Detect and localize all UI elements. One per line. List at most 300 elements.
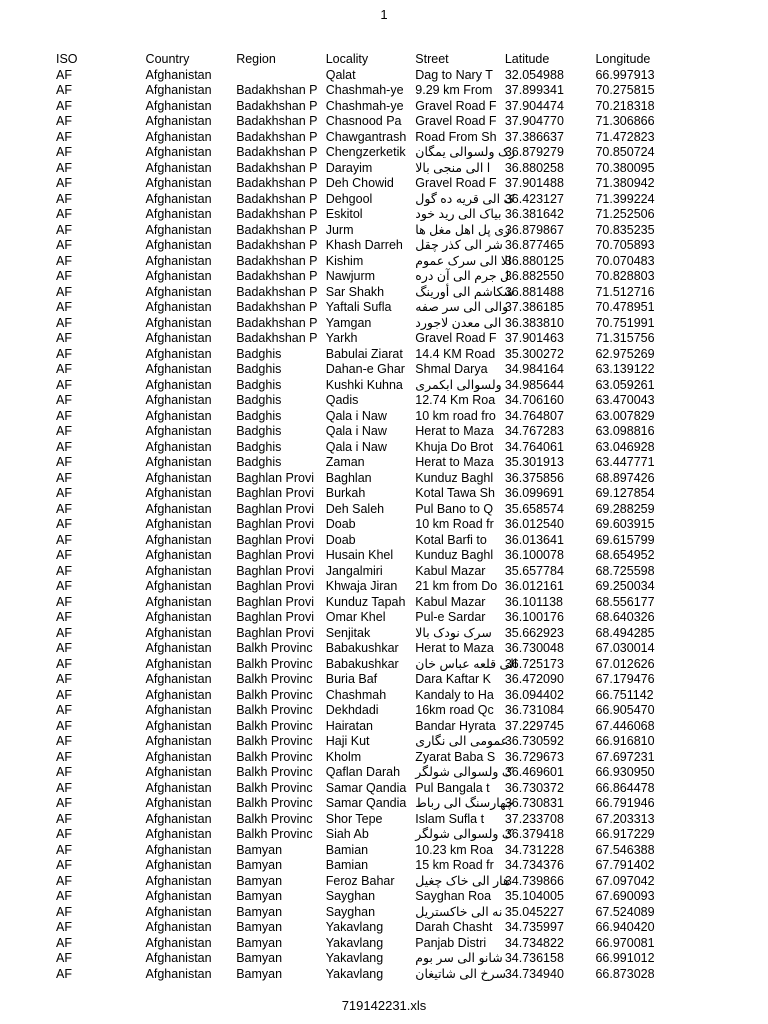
region-cell: Badakhshan P — [236, 315, 318, 330]
country-cell: Afghanistan — [145, 67, 212, 82]
locality-cell: Senjitak — [325, 625, 371, 640]
street-cell: عمومی الی نگاری — [415, 734, 509, 748]
region-cell: Baghlan Provi — [236, 532, 315, 547]
table-row — [56, 951, 672, 967]
latitude-cell: 36.013641 — [504, 532, 564, 547]
iso-cell: AF — [56, 811, 72, 826]
street-cell: نه الی خاکستریل — [415, 904, 503, 919]
latitude-cell: 37.899341 — [504, 83, 564, 97]
latitude-cell: 35.657784 — [504, 563, 564, 578]
region-cell: Badakhshan P — [236, 269, 318, 283]
locality-cell: Yamgan — [325, 315, 372, 330]
table-row — [56, 285, 672, 301]
street-cell: Bandar Hyrata — [415, 718, 496, 733]
table-row — [56, 130, 672, 146]
country-cell: Afghanistan — [145, 935, 212, 950]
iso-cell: AF — [56, 765, 72, 779]
country-cell: Afghanistan — [145, 160, 212, 175]
street-cell: ک ولسوالی شولگر — [415, 827, 514, 841]
street-cell: ل جرم الی آن دره — [415, 269, 510, 283]
longitude-cell: 68.725598 — [595, 563, 655, 578]
longitude-cell: 67.446068 — [595, 718, 655, 733]
country-cell: Afghanistan — [145, 145, 212, 159]
country-cell: Afghanistan — [145, 734, 212, 748]
longitude-cell: 71.315756 — [595, 331, 655, 345]
street-cell: سرخ الی شاتیغان — [415, 966, 506, 981]
region-cell: Bamyan — [236, 904, 283, 919]
longitude-cell: 70.835235 — [595, 222, 655, 237]
region-cell: Bamyan — [236, 966, 283, 981]
locality-cell: Husain Khel — [325, 548, 394, 562]
iso-cell: AF — [56, 408, 72, 423]
table-row — [56, 564, 672, 580]
longitude-cell: 70.850724 — [595, 145, 655, 159]
street-cell: Herat to Maza — [415, 641, 494, 655]
street-cell: 14.4 KM Road — [415, 346, 496, 361]
longitude-cell: 66.940420 — [595, 920, 655, 934]
table-row — [56, 827, 672, 843]
table-row — [56, 223, 672, 239]
longitude-cell: 63.059261 — [595, 377, 655, 392]
street-cell: ک ولسوالی شولگر — [415, 765, 514, 779]
iso-cell: AF — [56, 889, 72, 903]
iso-cell: AF — [56, 455, 72, 469]
table-row — [56, 734, 672, 750]
latitude-cell: 34.731228 — [504, 842, 564, 857]
locality-cell: Yakavlang — [325, 951, 384, 965]
table-row — [56, 703, 672, 719]
street-cell: Khuja Do Brot — [415, 439, 494, 454]
longitude-cell: 70.751991 — [595, 315, 655, 330]
latitude-cell: 36.099691 — [504, 486, 564, 500]
locality-cell: Babakushkar — [325, 641, 399, 655]
table-row — [56, 378, 672, 394]
locality-cell: Sayghan — [325, 904, 376, 919]
region-cell: Badakhshan P — [236, 331, 318, 345]
country-cell: Afghanistan — [145, 548, 212, 562]
locality-cell: Yakavlang — [325, 966, 384, 981]
longitude-cell: 67.546388 — [595, 842, 655, 857]
street-cell: ا الی منجی بالا — [415, 160, 491, 175]
iso-cell: AF — [56, 238, 72, 252]
locality-cell: Zaman — [325, 455, 365, 469]
region-cell: Badghis — [236, 393, 282, 407]
longitude-cell: 68.556177 — [595, 594, 655, 609]
street-cell: 10 km Road fr — [415, 517, 494, 531]
region-cell: Balkh Provinc — [236, 703, 313, 717]
latitude-cell: 34.734940 — [504, 966, 564, 981]
country-cell: Afghanistan — [145, 749, 212, 764]
page-number: 1 — [380, 7, 388, 22]
table-row — [56, 424, 672, 440]
longitude-cell: 63.470043 — [595, 393, 655, 407]
locality-cell: Deh Saleh — [325, 501, 385, 516]
locality-cell: Chashmah — [325, 687, 387, 702]
street-cell: Kabul Mazar — [415, 563, 486, 578]
region-cell: Balkh Provinc — [236, 827, 313, 841]
longitude-cell: 67.791402 — [595, 858, 655, 872]
table-row — [56, 843, 672, 859]
table-row — [56, 145, 672, 161]
latitude-cell: 36.879279 — [504, 145, 564, 159]
table-row — [56, 641, 672, 657]
region-cell: Bamyan — [236, 873, 283, 888]
longitude-cell: 68.640326 — [595, 610, 655, 624]
iso-cell: AF — [56, 393, 72, 407]
table-row — [56, 176, 672, 192]
region-cell: Baghlan Provi — [236, 610, 315, 624]
table-row — [56, 161, 672, 177]
street-cell: Kunduz Baghl — [415, 470, 494, 485]
region-cell — [236, 68, 326, 84]
locality-cell: Haji Kut — [325, 734, 370, 748]
street-cell: الا الی سرک عموم — [415, 253, 512, 268]
locality-cell: Babulai Ziarat — [325, 346, 403, 361]
locality-cell: Dahan-e Ghar — [325, 362, 405, 376]
street-cell: رک ولسوالی یمگان — [415, 145, 516, 159]
country-cell: Afghanistan — [145, 920, 212, 934]
street-cell: Pul Bano to Q — [415, 501, 494, 516]
latitude-cell: 34.734822 — [504, 935, 564, 950]
iso-cell: AF — [56, 83, 72, 97]
country-cell: Afghanistan — [145, 904, 212, 919]
latitude-cell: 36.101138 — [504, 594, 563, 609]
region-cell: Balkh Provinc — [236, 656, 313, 671]
street-cell: ولسوالی ابکمری — [415, 377, 502, 392]
street-cell: Gravel Road F — [415, 331, 497, 345]
locality-cell: Yakavlang — [325, 920, 384, 934]
latitude-cell: 36.100176 — [504, 610, 564, 624]
latitude-cell: 34.985644 — [504, 377, 564, 392]
country-cell: Afghanistan — [145, 501, 212, 516]
longitude-cell: 70.218318 — [595, 98, 655, 113]
table-row — [56, 657, 672, 673]
region-cell: Badakhshan P — [236, 207, 318, 221]
latitude-cell: 36.880258 — [504, 160, 564, 175]
iso-cell: AF — [56, 207, 72, 221]
latitude-cell: 36.379418 — [504, 827, 564, 841]
country-cell: Afghanistan — [145, 563, 212, 578]
iso-cell: AF — [56, 842, 72, 857]
street-cell: Zyarat Baba S — [415, 749, 496, 764]
iso-cell: AF — [56, 129, 72, 144]
region-cell: Baghlan Provi — [236, 563, 315, 578]
locality-cell: Samar Qandia — [325, 796, 407, 810]
locality-cell: Darayim — [325, 160, 373, 175]
locality-cell: Samar Qandia — [325, 780, 407, 795]
latitude-cell: 36.730372 — [504, 780, 564, 795]
table-row — [56, 967, 672, 983]
latitude-cell: 37.904474 — [504, 98, 564, 113]
region-cell: Badakhshan P — [236, 238, 318, 252]
table-row — [56, 905, 672, 921]
longitude-cell: 71.512716 — [595, 284, 655, 299]
longitude-cell: 69.615799 — [595, 532, 655, 547]
iso-cell: AF — [56, 827, 72, 841]
region-cell: Badakhshan P — [236, 284, 318, 299]
iso-cell: AF — [56, 346, 72, 361]
longitude-cell: 71.380942 — [595, 176, 655, 190]
latitude-cell: 34.767283 — [504, 424, 564, 438]
region-cell: Balkh Provinc — [236, 641, 313, 655]
region-cell: Balkh Provinc — [236, 765, 313, 779]
iso-cell: AF — [56, 548, 72, 562]
table-body — [56, 68, 672, 983]
longitude-cell: 66.916810 — [595, 734, 655, 748]
table-row — [56, 409, 672, 425]
latitude-cell: 37.901463 — [504, 331, 564, 345]
street-cell: هار الی خاک چغیل — [415, 873, 510, 888]
country-cell: Afghanistan — [145, 331, 212, 345]
table-row — [56, 192, 672, 208]
locality-cell: Khash Darreh — [325, 238, 403, 252]
iso-cell: AF — [56, 734, 72, 748]
street-cell: 10 km road fro — [415, 408, 496, 423]
header-row — [56, 52, 672, 68]
region-cell: Badakhshan P — [236, 191, 318, 206]
locality-cell: Sar Shakh — [325, 284, 385, 299]
iso-cell: AF — [56, 687, 72, 702]
country-cell: Afghanistan — [145, 315, 212, 330]
iso-cell: AF — [56, 114, 72, 128]
latitude-cell: 36.469601 — [504, 765, 564, 779]
country-cell: Afghanistan — [145, 114, 212, 128]
country-cell: Afghanistan — [145, 176, 212, 190]
country-cell: Afghanistan — [145, 641, 212, 655]
street-cell: 16km road Qc — [415, 703, 494, 717]
country-cell: Afghanistan — [145, 439, 212, 454]
iso-cell: AF — [56, 377, 72, 392]
latitude-cell: 36.472090 — [504, 672, 564, 686]
street-cell: Kandaly to Ha — [415, 687, 494, 702]
region-cell: Badakhshan P — [236, 145, 318, 159]
table-row — [56, 362, 672, 378]
region-cell: Badghis — [236, 439, 282, 454]
longitude-cell: 69.250034 — [595, 579, 655, 593]
region-cell: Balkh Provinc — [236, 718, 313, 733]
longitude-cell: 69.288259 — [595, 501, 655, 516]
locality-cell: Qala i Naw — [325, 424, 387, 438]
latitude-cell: 34.706160 — [504, 393, 564, 407]
locality-cell: Eskitol — [325, 207, 363, 221]
region-cell: Badakhshan P — [236, 160, 318, 175]
locality-cell: Yaftali Sufla — [325, 300, 392, 314]
iso-cell: AF — [56, 625, 72, 640]
longitude-cell: 70.275815 — [595, 83, 655, 97]
latitude-cell: 36.423127 — [504, 191, 564, 206]
locality-cell: Kishim — [325, 253, 364, 268]
country-cell: Afghanistan — [145, 486, 212, 500]
table-row — [56, 796, 672, 812]
table-row — [56, 502, 672, 518]
country-cell: Afghanistan — [145, 796, 212, 810]
locality-cell: Qaflan Darah — [325, 765, 401, 779]
region-cell: Bamyan — [236, 858, 283, 872]
country-cell: Afghanistan — [145, 253, 212, 268]
column-header-region: Region — [236, 52, 276, 66]
table-row — [56, 254, 672, 270]
street-cell: ری پل اهل مغل ها — [415, 222, 511, 237]
locality-cell: Khwaja Jiran — [325, 579, 398, 593]
column-header-longitude: Longitude — [595, 52, 651, 66]
column-header-street: Street — [415, 52, 449, 66]
country-cell: Afghanistan — [145, 532, 212, 547]
iso-cell: AF — [56, 98, 72, 113]
column-header-iso: ISO — [56, 52, 78, 66]
latitude-cell: 34.764061 — [504, 439, 564, 454]
country-cell: Afghanistan — [145, 455, 212, 469]
latitude-cell: 34.764807 — [504, 408, 564, 423]
iso-cell: AF — [56, 610, 72, 624]
region-cell: Badghis — [236, 424, 282, 438]
table-row — [56, 269, 672, 285]
iso-cell: AF — [56, 517, 72, 531]
region-cell: Badghis — [236, 362, 282, 376]
region-cell: Badakhshan P — [236, 176, 318, 190]
latitude-cell: 37.386185 — [504, 300, 564, 314]
locality-cell: Chasnood Pa — [325, 114, 402, 128]
table-row — [56, 672, 672, 688]
longitude-cell: 66.791946 — [595, 796, 655, 810]
table-row — [56, 920, 672, 936]
region-cell: Badghis — [236, 455, 282, 469]
table-row — [56, 610, 672, 626]
longitude-cell: 66.751142 — [595, 687, 654, 702]
latitude-cell: 36.880125 — [504, 253, 564, 268]
table-row — [56, 858, 672, 874]
latitude-cell: 34.735997 — [504, 920, 564, 934]
latitude-cell: 37.904770 — [504, 114, 564, 128]
latitude-cell: 36.877465 — [504, 238, 564, 252]
table-row — [56, 300, 672, 316]
street-cell: Pul Bangala t — [415, 780, 490, 795]
longitude-cell: 63.447771 — [595, 455, 655, 469]
country-cell: Afghanistan — [145, 858, 212, 872]
table-row — [56, 533, 672, 549]
iso-cell: AF — [56, 641, 72, 655]
country-cell: Afghanistan — [145, 951, 212, 965]
table-row — [56, 486, 672, 502]
longitude-cell: 67.012626 — [595, 656, 655, 671]
region-cell: Bamyan — [236, 889, 283, 903]
longitude-cell: 66.930950 — [595, 765, 655, 779]
country-cell: Afghanistan — [145, 269, 212, 283]
street-cell: Gravel Road F — [415, 98, 497, 113]
locality-cell: Doab — [325, 532, 356, 547]
longitude-cell: 70.070483 — [595, 253, 655, 268]
street-cell: سرک نودک بالا — [415, 625, 492, 640]
iso-cell: AF — [56, 858, 72, 872]
region-cell: Badakhshan P — [236, 98, 318, 113]
iso-cell: AF — [56, 284, 72, 299]
region-cell: Baghlan Provi — [236, 486, 315, 500]
table-row — [56, 316, 672, 332]
table-row — [56, 331, 672, 347]
country-cell: Afghanistan — [145, 765, 212, 779]
region-cell: Badakhshan P — [236, 129, 318, 144]
table-row — [56, 548, 672, 564]
locality-cell: Deh Chowid — [325, 176, 394, 190]
table-row — [56, 688, 672, 704]
country-cell: Afghanistan — [145, 966, 212, 981]
street-cell: Gravel Road F — [415, 176, 497, 190]
locality-cell: Burkah — [325, 486, 366, 500]
table-row — [56, 393, 672, 409]
region-cell: Balkh Provinc — [236, 672, 313, 686]
longitude-cell: 66.991012 — [595, 951, 655, 965]
country-cell: Afghanistan — [145, 83, 212, 97]
street-cell: Dara Kaftar K — [415, 672, 492, 686]
latitude-cell: 35.104005 — [504, 889, 564, 903]
street-cell: 15 km Road fr — [415, 858, 494, 872]
country-cell: Afghanistan — [145, 873, 212, 888]
locality-cell: Babakushkar — [325, 656, 399, 671]
latitude-cell: 35.662923 — [504, 625, 564, 640]
region-cell: Badghis — [236, 377, 282, 392]
country-cell: Afghanistan — [145, 656, 212, 671]
column-header-country: Country — [145, 52, 190, 66]
iso-cell: AF — [56, 594, 72, 609]
latitude-cell: 34.736158 — [504, 951, 564, 965]
table-row — [56, 517, 672, 533]
country-cell: Afghanistan — [145, 346, 212, 361]
iso-cell: AF — [56, 718, 72, 733]
locality-cell: Kholm — [325, 749, 362, 764]
table-row — [56, 874, 672, 890]
table-row — [56, 440, 672, 456]
locality-cell: Kushki Kuhna — [325, 377, 403, 392]
iso-cell: AF — [56, 439, 72, 454]
street-cell: Dag to Nary T — [415, 67, 493, 82]
iso-cell: AF — [56, 176, 72, 190]
table-row — [56, 207, 672, 223]
latitude-cell: 36.729673 — [504, 749, 564, 764]
iso-cell: AF — [56, 362, 72, 376]
column-header-latitude: Latitude — [504, 52, 550, 66]
country-cell: Afghanistan — [145, 625, 212, 640]
longitude-cell: 70.705893 — [595, 238, 655, 252]
latitude-cell: 36.725173 — [504, 656, 564, 671]
locality-cell: Feroz Bahar — [325, 873, 395, 888]
region-cell: Baghlan Provi — [236, 579, 315, 593]
table-row — [56, 83, 672, 99]
country-cell: Afghanistan — [145, 687, 212, 702]
street-cell: ک الی قریه ده گول — [415, 191, 515, 206]
street-cell: Kabul Mazar — [415, 594, 486, 609]
region-cell: Bamyan — [236, 951, 283, 965]
locality-cell: Kunduz Tapah — [325, 594, 406, 609]
country-cell: Afghanistan — [145, 672, 212, 686]
longitude-cell: 71.399224 — [595, 191, 655, 206]
locality-cell: Qalat — [325, 67, 356, 82]
longitude-cell: 69.127854 — [595, 486, 655, 500]
table-row — [56, 99, 672, 115]
table-row — [56, 936, 672, 952]
iso-cell: AF — [56, 501, 72, 516]
country-cell: Afghanistan — [145, 98, 212, 113]
region-cell: Balkh Provinc — [236, 811, 313, 826]
longitude-cell: 66.864478 — [595, 780, 655, 795]
latitude-cell: 36.882550 — [504, 269, 564, 283]
country-cell: Afghanistan — [145, 393, 212, 407]
iso-cell: AF — [56, 253, 72, 268]
country-cell: Afghanistan — [145, 610, 212, 624]
longitude-cell: 70.478951 — [595, 300, 655, 314]
latitude-cell: 36.731084 — [504, 703, 564, 717]
longitude-cell: 66.905470 — [595, 703, 655, 717]
locality-cell: Doab — [325, 517, 356, 531]
street-cell: Kotal Tawa Sh — [415, 486, 495, 500]
